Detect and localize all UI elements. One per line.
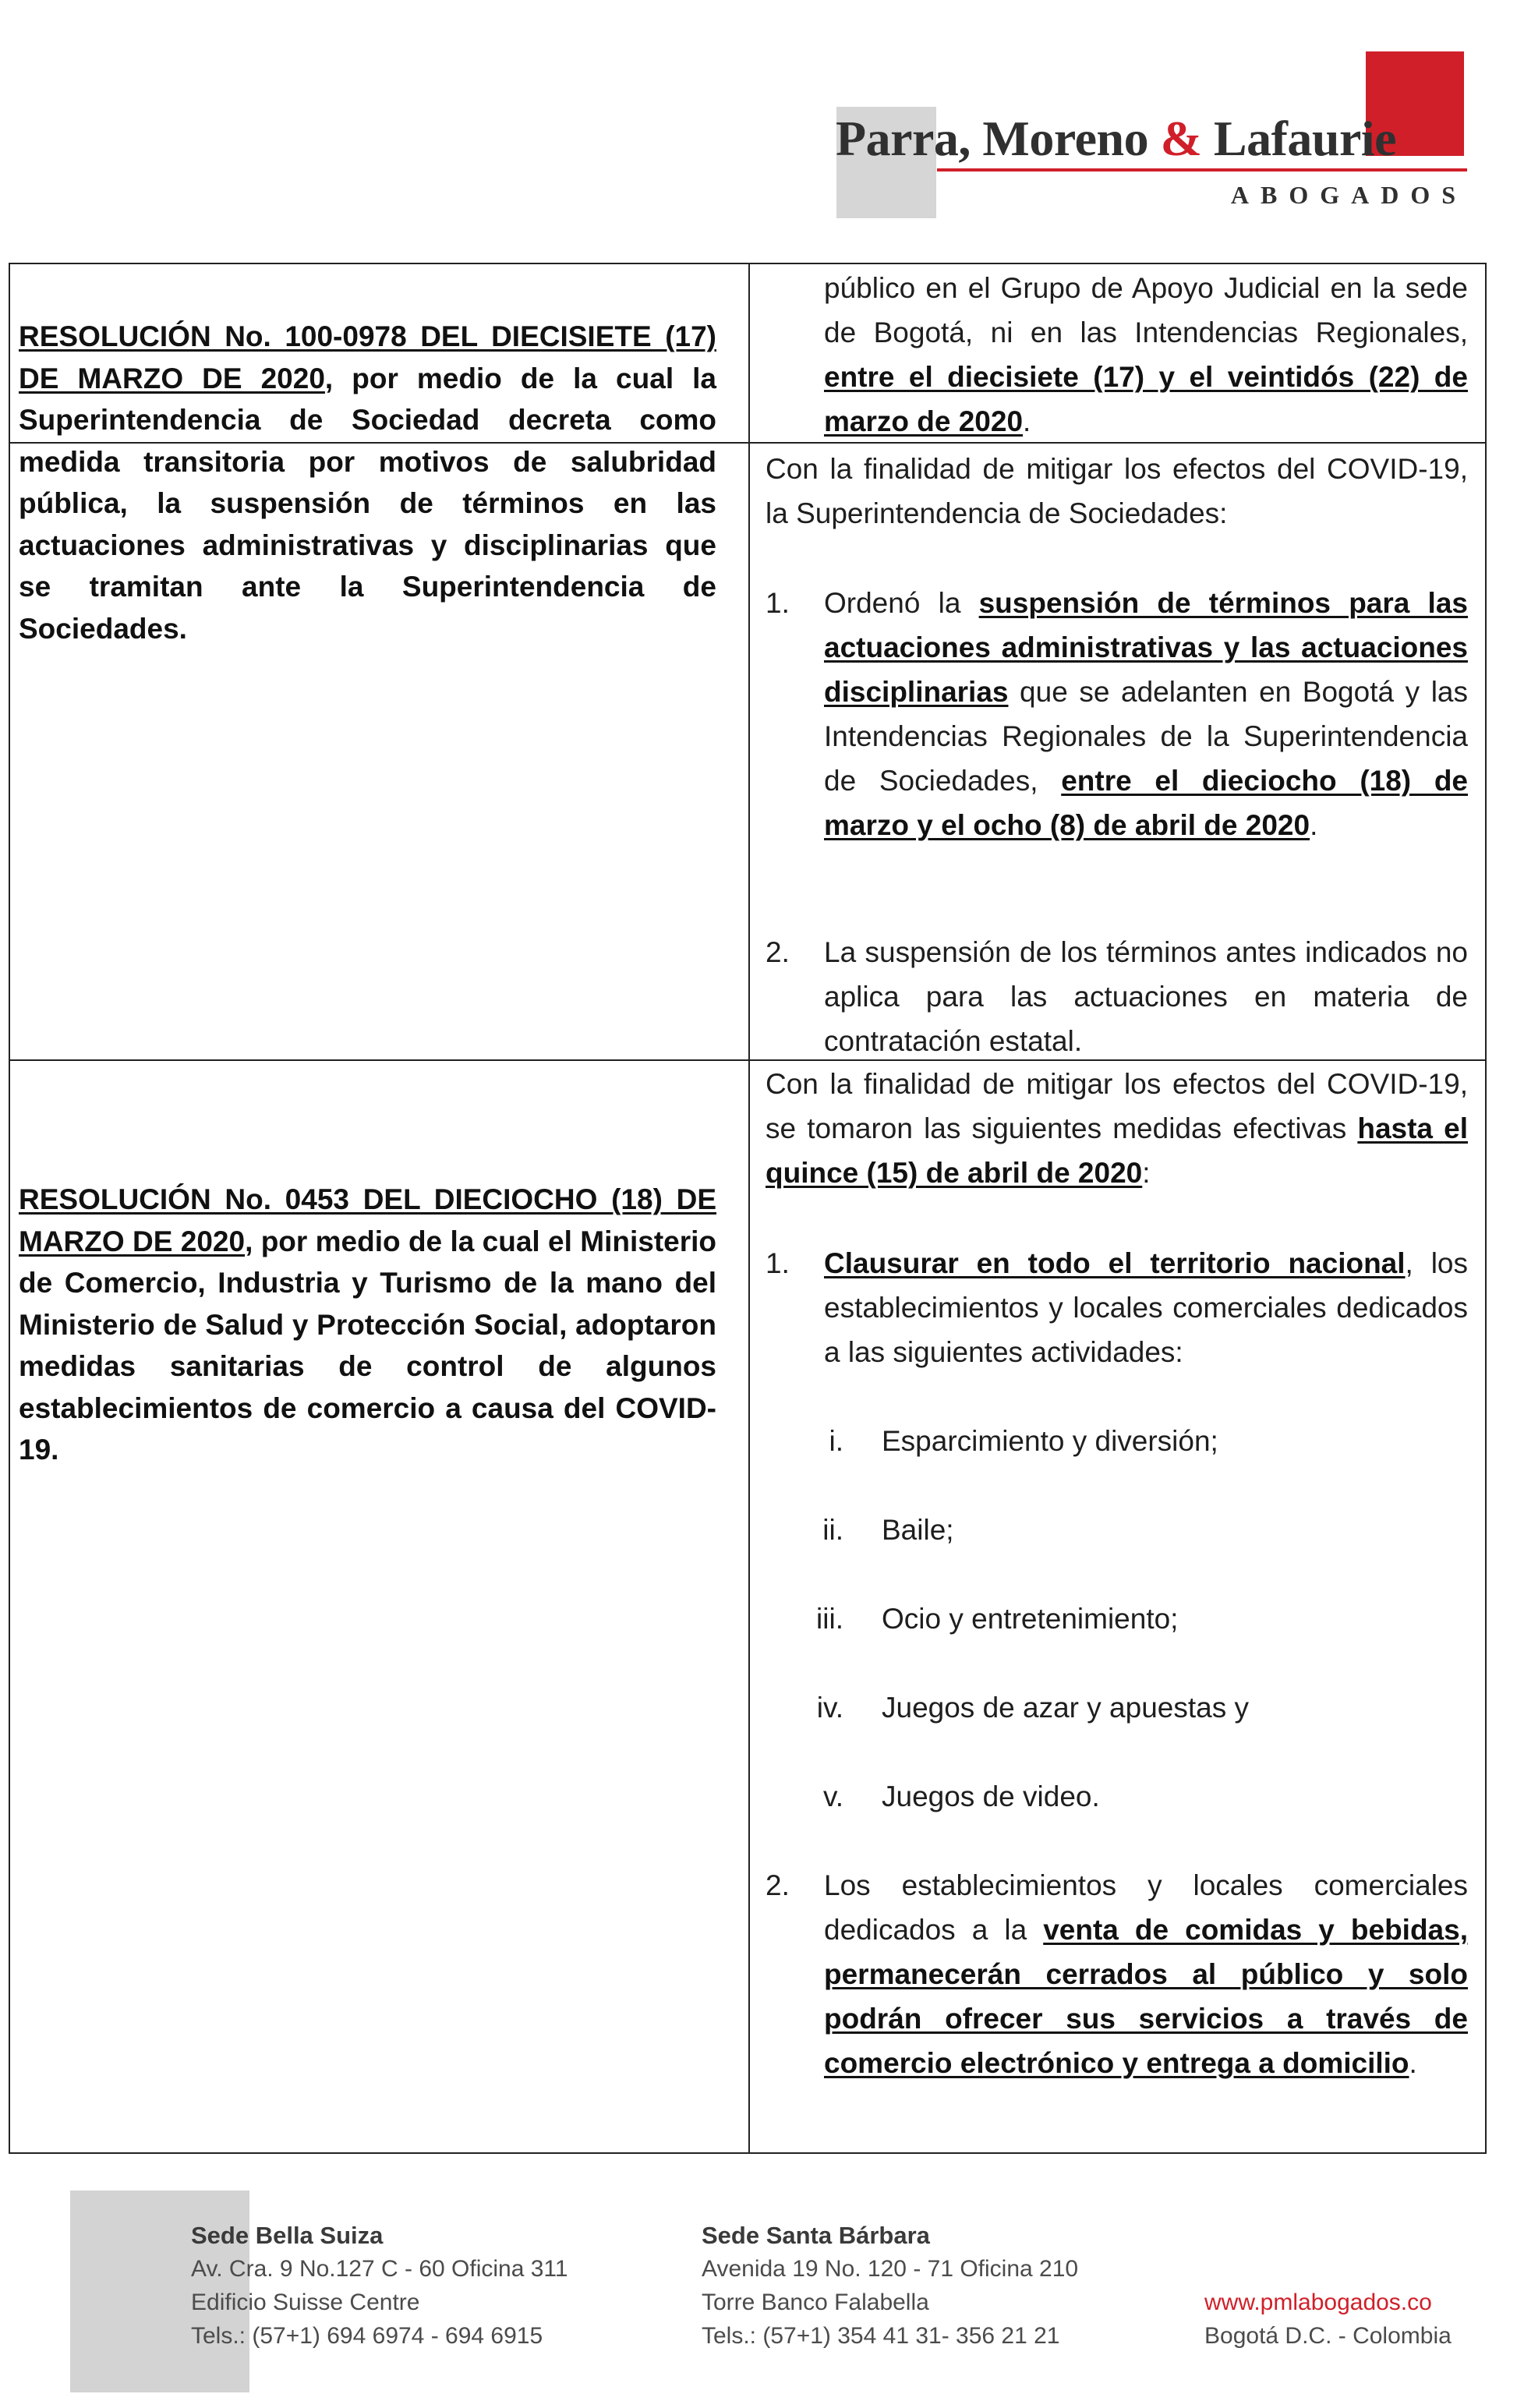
- resolution-0453: RESOLUCIÓN No. 0453 DEL DIECIOCHO (18) DE MARZO DE 2020, por medio de la cual el Ministerio de Comercio, Industria y Turismo de la mano del Ministerio de Salud y Protección Social, adoptaron medidas sanitarias de control de algunos establecimientos de comercio a causa del COVID-19.: [19, 1183, 717, 1466]
- row2-item2-number: 2.: [766, 936, 790, 968]
- sub-item-text: Ocio y entretenimiento;: [882, 1603, 1179, 1635]
- row2-item1-number: 1.: [766, 587, 790, 619]
- sede1-phones: Tels.: (57+1) 694 6974 - 694 6915: [191, 2323, 543, 2349]
- sub-item-number: i.: [829, 1425, 843, 1457]
- logo-subtitle: ABOGADOS: [1230, 181, 1467, 209]
- sub-item-text: Juegos de video.: [882, 1780, 1100, 1812]
- row3-item1-number: 1.: [766, 1247, 790, 1279]
- resolution-100-0978: RESOLUCIÓN No. 100-0978 DEL DIECISIETE (17) DE MARZO DE 2020, por medio de la cual la Superintendencia de Sociedad decreta como medida transitoria por motivos de salubridad pública, la suspensión de términos en las actuaciones administrativas y disciplinarias que se tramitan ante la Superintendencia de Sociedades.: [19, 320, 717, 645]
- row3-item2-text: Los establecimientos y locales comerciales dedicados a la venta de comidas y bebidas, permanecerán cerrados al público y solo podrán ofrecer sus servicios a través de comercio electrónico y entrega a domicilio.: [824, 1869, 1468, 2079]
- sede2-phones: Tels.: (57+1) 354 41 31- 356 21 21: [702, 2323, 1060, 2349]
- sub-item-number: v.: [822, 1780, 843, 1812]
- footer-city: Bogotá D.C. - Colombia: [1204, 2323, 1452, 2349]
- sub-item-number: iii.: [816, 1603, 843, 1635]
- sede2-title: Sede Santa Bárbara: [702, 2222, 930, 2249]
- logo-red-rule: [937, 168, 1467, 171]
- sub-item-text: Esparcimiento y diversión;: [882, 1425, 1218, 1457]
- row3-intro: Con la finalidad de mitigar los efectos del COVID-19, se tomaron las siguientes medidas efectivas hasta el quince (15) de abril de 2020:: [766, 1068, 1469, 1189]
- sub-item-number: ii.: [822, 1514, 843, 1546]
- row2-intro: Con la finalidad de mitigar los efectos del COVID-19, la Superintendencia de Sociedades:: [766, 453, 1468, 529]
- column-divider: [748, 264, 750, 2152]
- row2-item1-text: Ordenó la suspensión de términos para las actuaciones administrativas y las actuaciones disciplinarias que se adelanten en Bogotá y las Intendencias Regionales de la Superintendencia de Sociedades, entre el dieciocho (18) de marzo y el ocho (8) de abril de 2020.: [824, 587, 1468, 841]
- sub-item-text: Baile;: [882, 1514, 954, 1546]
- sede1-building: Edificio Suisse Centre: [191, 2290, 420, 2315]
- row2-item2-text: La suspensión de los términos antes indicados no aplica para las actuaciones en materia de contratación estatal.: [824, 936, 1468, 1057]
- row1-right-text: público en el Grupo de Apoyo Judicial en la sede de Bogotá, ni en las Intendencias Regionales, entre el diecisiete (17) y el veintidós (22) de marzo de 2020.: [824, 272, 1468, 437]
- row3-item2-number: 2.: [766, 1869, 790, 1901]
- sede1-title: Sede Bella Suiza: [191, 2222, 384, 2249]
- sub-item-text: Juegos de azar y apuestas y: [882, 1692, 1250, 1724]
- sede1-address: Av. Cra. 9 No.127 C - 60 Oficina 311: [191, 2256, 568, 2282]
- sub-item-number: iv.: [816, 1692, 843, 1724]
- row3-item1-text: Clausurar en todo el territorio nacional, los establecimientos y locales comerciales dedicados a las siguientes actividades:: [824, 1247, 1468, 1368]
- sede2-address: Avenida 19 No. 120 - 71 Oficina 210: [702, 2256, 1079, 2282]
- sede2-building: Torre Banco Falabella: [702, 2290, 929, 2315]
- logo-firm-name: Parra, Moreno & Lafaurie: [836, 111, 1397, 166]
- website-link[interactable]: www.pmlabogados.co: [1204, 2290, 1432, 2315]
